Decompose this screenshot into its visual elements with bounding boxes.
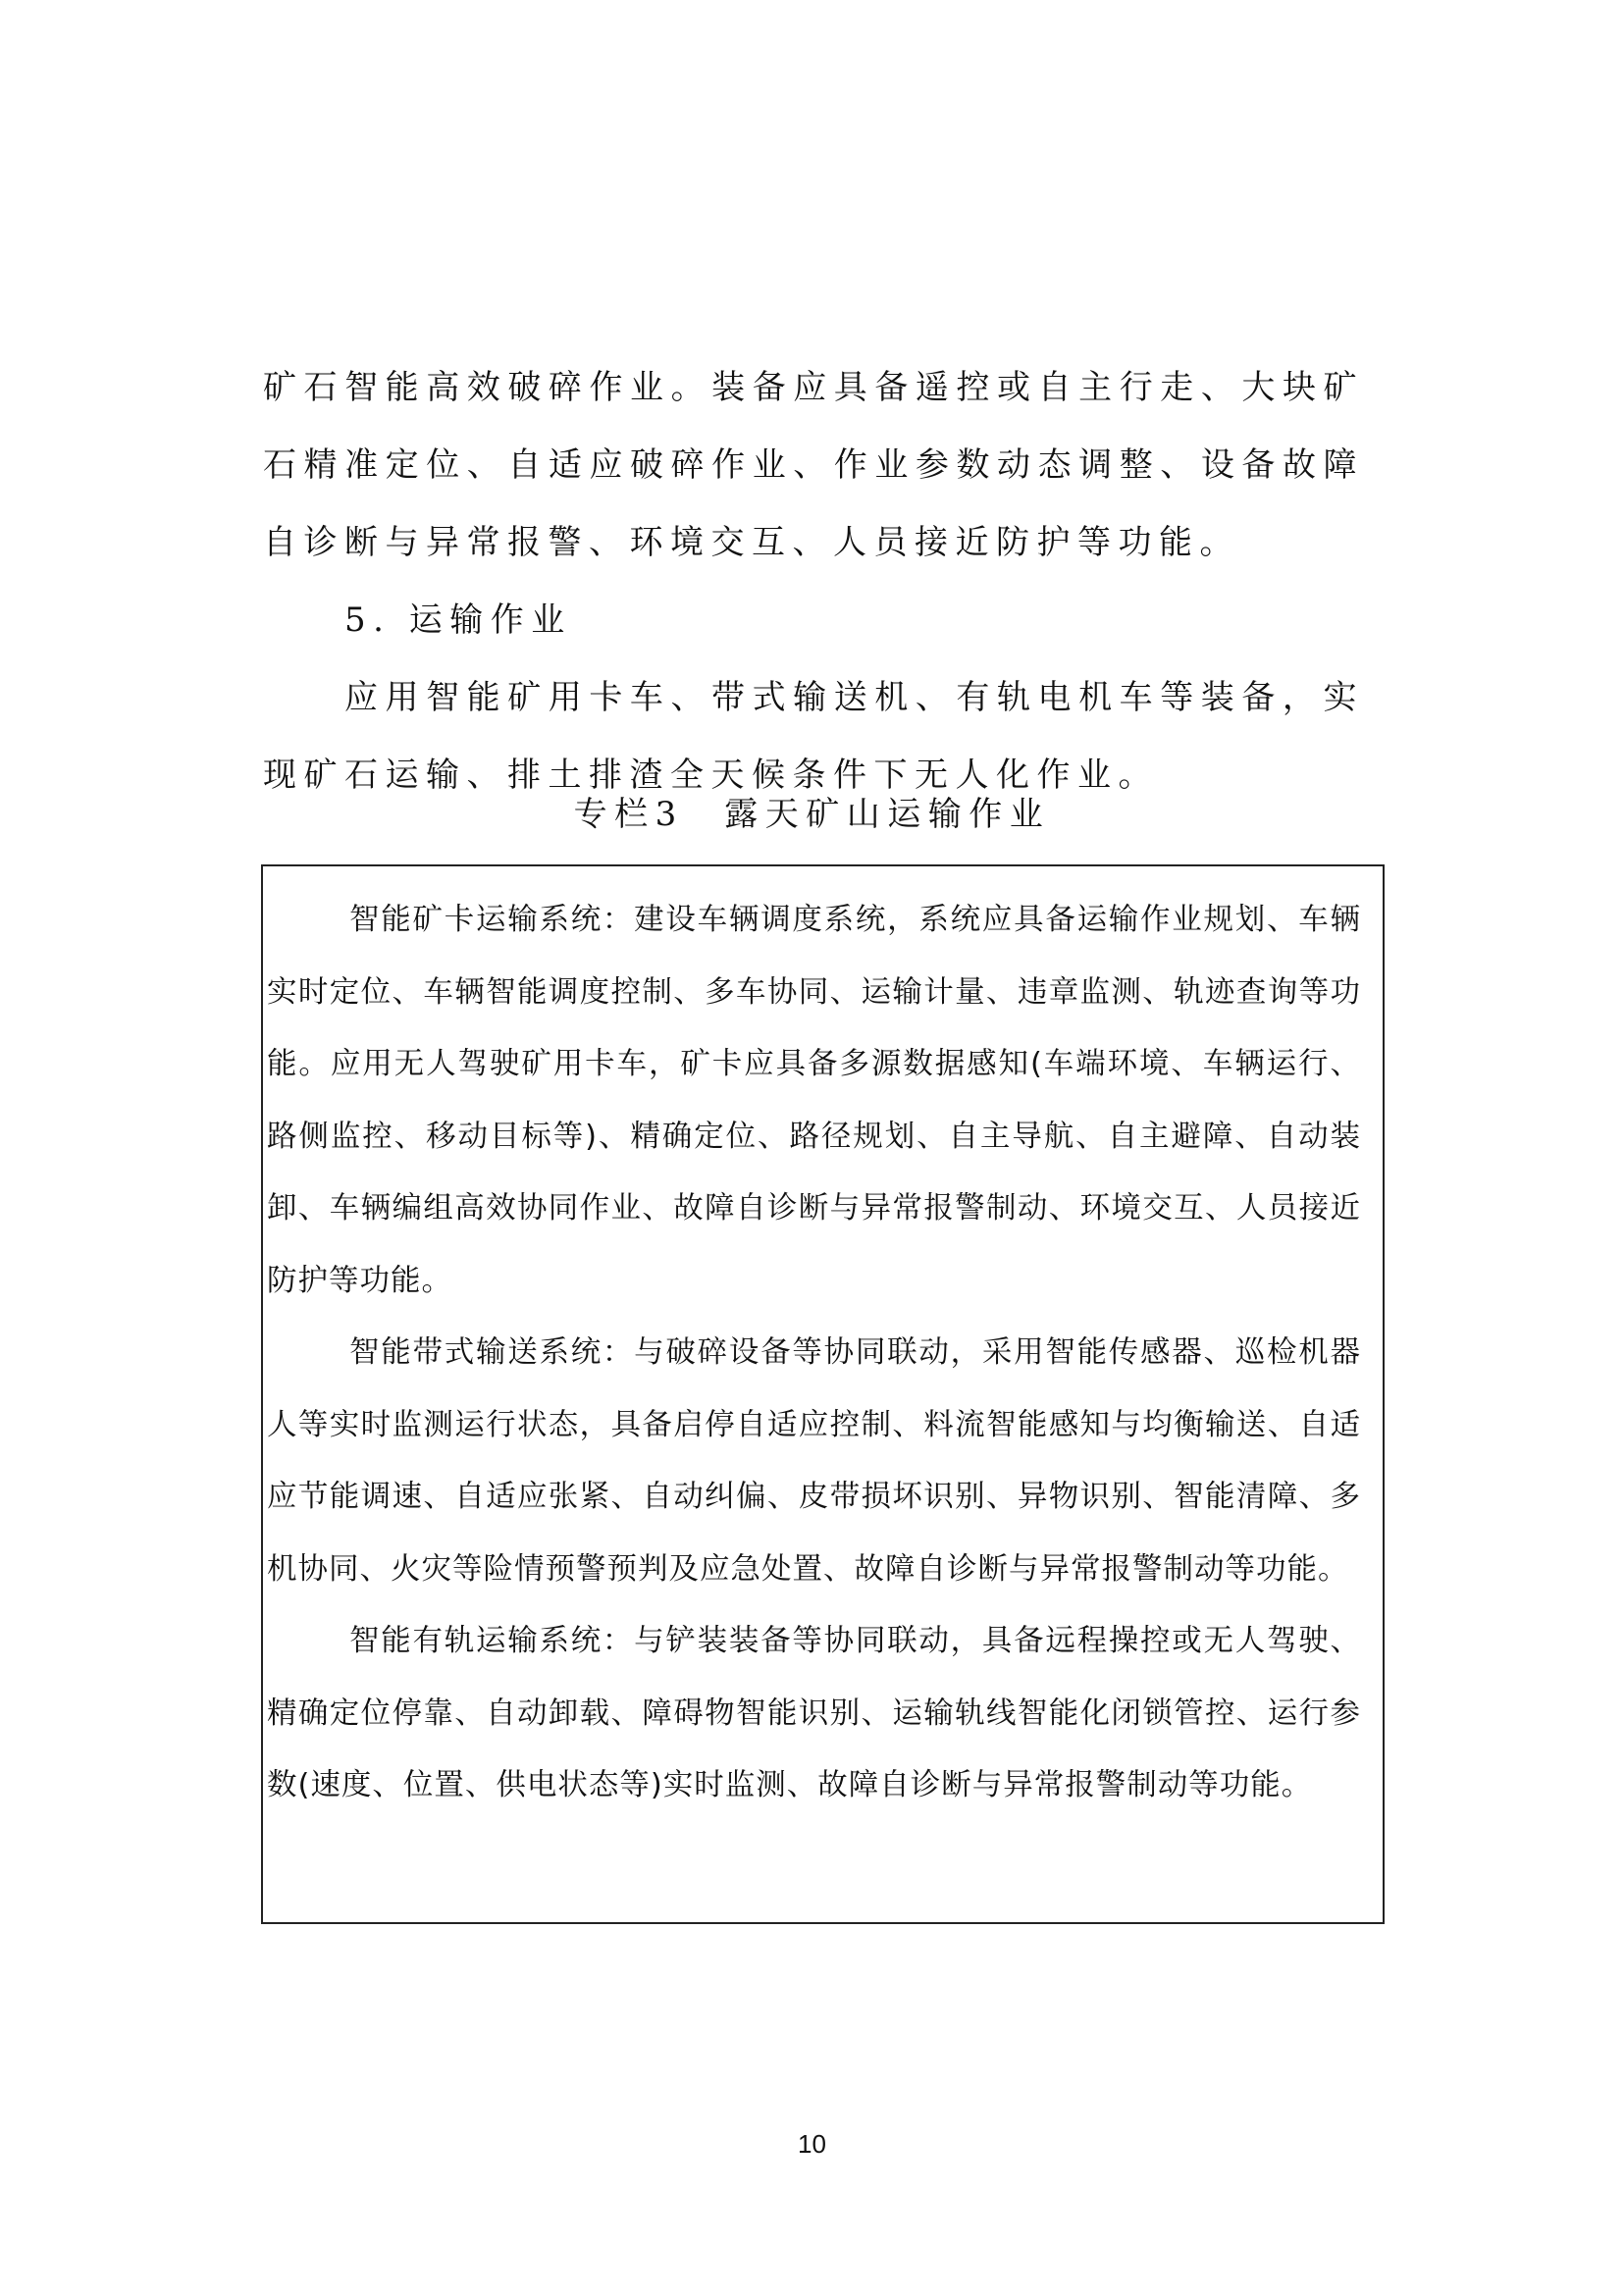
box-paragraph-belt-conveyor: 智能带式输送系统：与破碎设备等协同联动，采用智能传感器、巡检机器人等实时监测运行状态，具备启停自适应控制、料流智能感知与均衡输送、自适应节能调速、自适应张紧、自动纠偏、皮带损坏识别、异物识别、智能清障、多机协同、火灾等险情预警预判及应急处置、故障自诊断与异常报警制动等功能。 [267,1335,1361,1587]
feature-box [261,864,1385,1924]
box-caption: 专栏3 露天矿山运输作业 [573,795,1051,834]
paragraph-crushing: 矿石智能高效破碎作业。装备应具备遥控或自主行走、大块矿石精准定位、自适应破碎作业、作业参数动态调整、设备故障自诊断与异常报警、环境交互、人员接近防护等功能。 [263,368,1364,562]
body-text [263,349,1364,814]
page-number: 10 [798,2129,826,2159]
paragraph-transport-intro: 应用智能矿用卡车、带式输送机、有轨电机车等装备，实现矿石运输、排土排渣全天候条件下无人化作业。 [263,678,1364,795]
section-heading-transport: 5. 运输作业 [344,600,572,640]
box-paragraph-mine-truck: 智能矿卡运输系统：建设车辆调度系统，系统应具备运输作业规划、车辆实时定位、车辆智能调度控制、多车协同、运输计量、违章监测、轨迹查询等功能。应用无人驾驶矿用卡车，矿卡应具备多源数据感知(车端环境、车辆运行、路侧监控、移动目标等)、精确定位、路径规划、自主导航、自主避障、自动装卸、车辆编组高效协同作业、故障自诊断与异常报警制动、环境交互、人员接近防护等功能。 [267,903,1361,1298]
box-paragraph-rail-transport: 智能有轨运输系统：与铲装装备等协同联动，具备远程操控或无人驾驶、精确定位停靠、自动卸载、障碍物智能识别、运输轨线智能化闭锁管控、运行参数(速度、位置、供电状态等)实时监测、故障自诊断与异常报警制动等功能。 [267,1624,1361,1802]
